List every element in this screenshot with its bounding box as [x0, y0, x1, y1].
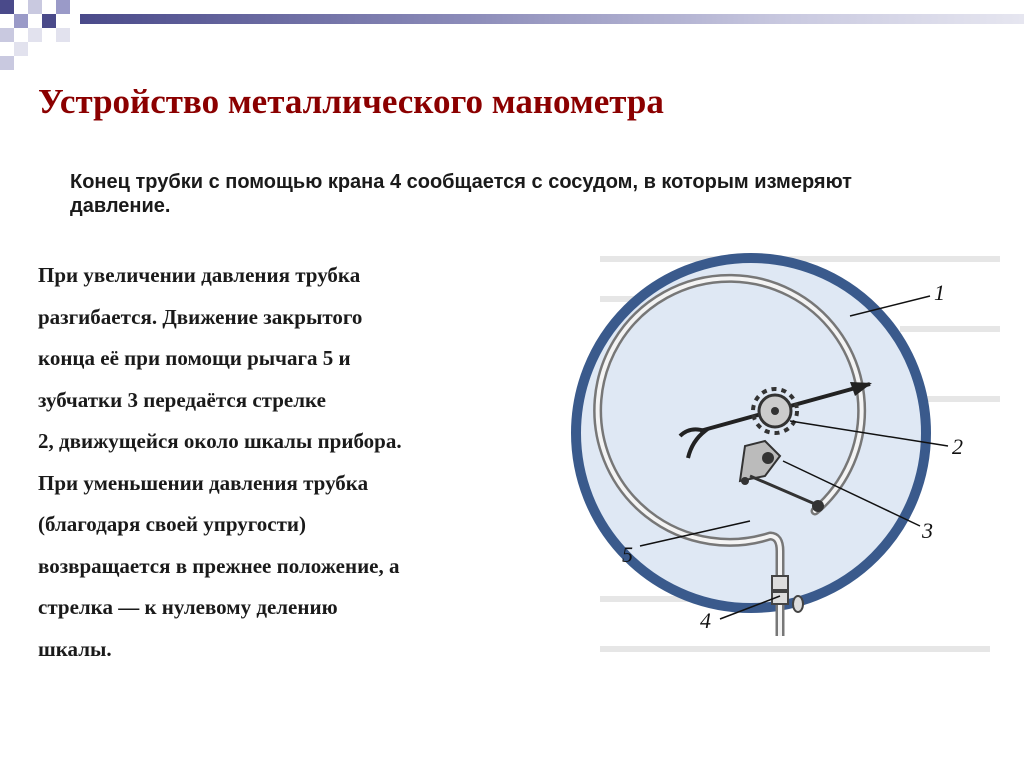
body-line: возвращается в прежнее положение, а [38, 553, 400, 578]
body-line: 2, движущейся около шкалы прибора. [38, 429, 402, 453]
top-accent-bar [80, 14, 1024, 24]
label-4: 4 [700, 608, 711, 633]
body-text [38, 255, 578, 670]
body-line: При увеличении давления трубка [38, 263, 361, 287]
body-line: (благодаря своей упругости) [38, 512, 307, 536]
label-5: 5 [622, 542, 633, 567]
body-line: шкалы. [38, 636, 112, 661]
body-line: стрелка — к нулевому делению [38, 595, 338, 619]
label-3: 3 [922, 518, 933, 543]
slide-subtitle: Конец трубки с помощью крана 4 сообщается с сосудом, в которым измеряют давление. [70, 171, 852, 217]
label-1: 1 [934, 280, 945, 305]
manometer-diagram [570, 236, 1024, 676]
label-2: 2 [952, 434, 963, 459]
body-line: конца её при помощи рычага 5 и [38, 346, 351, 370]
slide-title: Устройство металлического манометра [38, 82, 664, 121]
body-line: При уменьшении давления трубка [38, 470, 369, 495]
body-line: разгибается. Движение закрытого [38, 304, 363, 329]
body-line: зубчатки 3 передаётся стрелке [38, 387, 326, 412]
